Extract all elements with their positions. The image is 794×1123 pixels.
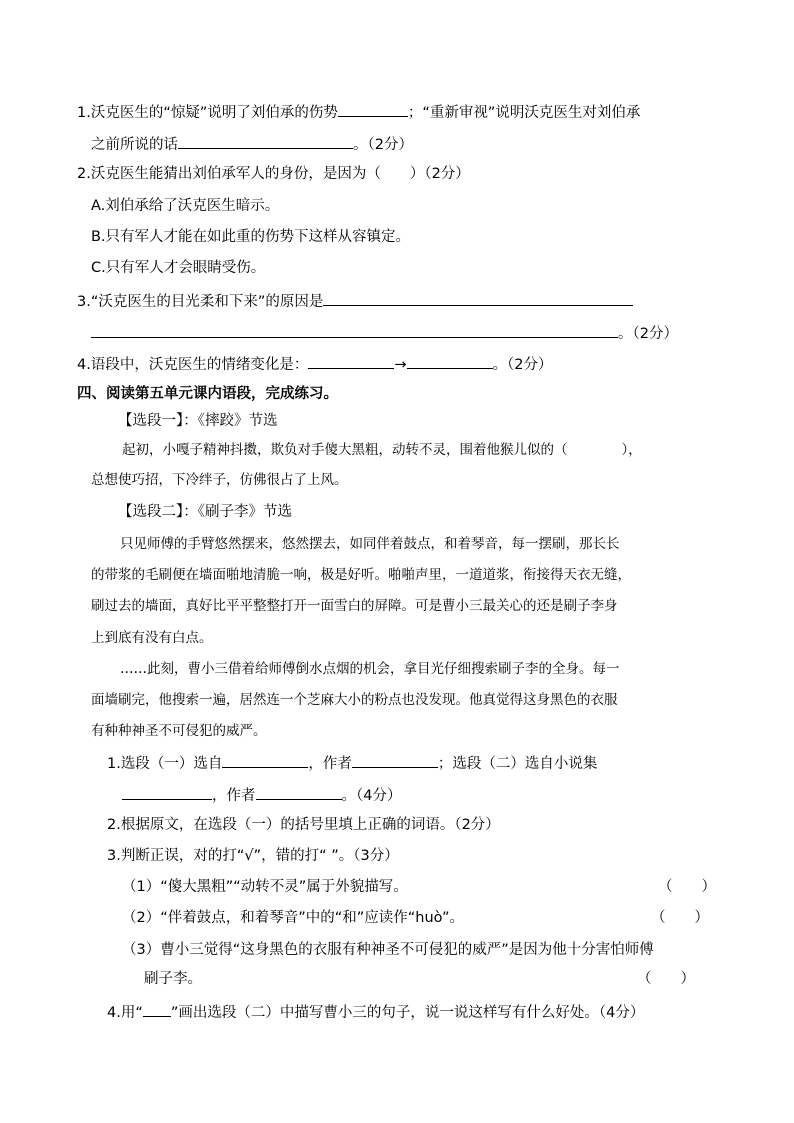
sub3-item3-answer[interactable]: （ ）: [637, 971, 695, 987]
selection2-para1-line4: 上到底有没有白点。: [91, 630, 213, 646]
sub3-item3-line1: （3）曹小三觉得“这身黑色的衣服有种神圣不可侵犯的威严”是因为他十分害怕师傅: [122, 942, 654, 958]
q1-blank-1[interactable]: [338, 101, 408, 117]
sub1-blank-4[interactable]: [256, 784, 342, 800]
q2-stem: 2.沃克医生能猜出刘伯承军人的身份，是因为（ ）（2分）: [77, 166, 470, 182]
sub1-text-c: ；选段（二）选自小说集: [437, 756, 598, 772]
selection1-line1: 起初，小嘎子精神抖擞，欺负对手傻大黑粗，动转不灵，围着他猴儿似的（ ），: [122, 442, 642, 458]
q2-option-b: B.只有军人才能在如此重的伤势下这样从容镇定。: [91, 229, 411, 245]
sub4-underline-sample: [143, 1001, 171, 1017]
q3-end: 。（2分）: [618, 326, 678, 342]
sub1-text-d: ，作者: [212, 788, 256, 804]
selection2-title: 【选段二】：《刷子李》节选: [118, 504, 292, 520]
sub3-item2: （2）“伴着鼓点，和着琴音”中的“和”应读作“huò”。: [122, 910, 465, 926]
selection1-title: 【选段一】：《摔跤》节选: [118, 413, 278, 429]
sub4-text-a: 4.用“: [107, 1005, 143, 1021]
q3-blank-1[interactable]: [323, 290, 633, 306]
selection2-para1-line1: 只见师傅的手臂悠然摆来，悠然摆去，如同伴着鼓点，和着琴音，每一摆刷，那长长: [120, 536, 620, 552]
selection2-para2-line1: ……此刻，曹小三借着给师傅倒水点烟的机会，拿目光仔细搜索刷子李的全身。每一: [120, 661, 620, 677]
sub1-blank-1[interactable]: [222, 752, 308, 768]
q3-text: 3.“沃克医生的目光柔和下来”的原因是: [77, 294, 324, 310]
selection2-para1-line2: 的带浆的毛刷便在墙面啪地清脆一响，极是好听。啪啪声里，一道道浆，衔接得天衣无缝，: [91, 567, 631, 583]
q2-option-c: C.只有军人才会眼睛受伤。: [91, 260, 266, 276]
sub2-text: 2.根据原文，在选段（一）的括号里填上正确的词语。（2分）: [107, 817, 500, 833]
q4-blank-1[interactable]: [308, 353, 394, 369]
q3-line1: [77, 290, 633, 312]
selection2-para2-line3: 有种种神圣不可侵犯的威严。: [91, 723, 267, 739]
q3-line2: [91, 322, 678, 344]
q2-option-a: A.刘伯承给了沃克医生暗示。: [91, 198, 280, 214]
sub3-item1: （1）“傻大黑粗”“动转不灵”属于外貌描写。: [122, 879, 408, 895]
q1-line2: [91, 133, 413, 155]
sub1-line1: [107, 752, 597, 774]
sub1-blank-2[interactable]: [352, 752, 438, 768]
selection1-line2: 总想使巧招，下冷绊子，仿佛很占了上风。: [91, 472, 348, 488]
sub3-stem: 3.判断正误，对的打“√”，错的打“ ”。（3分）: [107, 848, 399, 864]
sub1-blank-3[interactable]: [122, 784, 212, 800]
sub3-item1-answer[interactable]: （ ）: [658, 879, 716, 895]
q4-arrow: →: [394, 357, 407, 373]
q4-blank-2[interactable]: [407, 353, 493, 369]
q1-text-1: 1.沃克医生的“惊疑”说明了刘伯承的伤势: [77, 105, 338, 121]
sub4-line: [107, 1001, 644, 1023]
q3-blank-2[interactable]: [91, 322, 618, 338]
q1-line1: [77, 101, 640, 123]
sub1-text-e: 。（4分）: [341, 788, 402, 804]
selection2-para2-line2: 面墙刷完，他搜索一遍，居然连一个芝麻大小的粉点也没发现。他真觉得这身黑色的衣服: [91, 692, 618, 708]
q1-text-3: 之前所说的话: [91, 137, 178, 153]
q4-line: [77, 353, 552, 375]
q1-blank-2[interactable]: [178, 133, 353, 149]
q1-text-4: 。（2分）: [353, 137, 413, 153]
sub1-text-a: 1.选段（一）选自: [107, 756, 223, 772]
sub1-line2: [122, 784, 401, 806]
sub3-item2-answer[interactable]: （ ）: [651, 910, 709, 926]
q4-text: 4.语段中，沃克医生的情绪变化是：: [77, 357, 309, 373]
sub1-text-b: ，作者: [308, 756, 352, 772]
sub4-text-b: ”画出选段（二）中描写曹小三的句子，说一说这样写有什么好处。（4分）: [170, 1005, 645, 1021]
sub3-item3-line2: 刷子李。: [144, 971, 202, 987]
q1-text-2: ；“重新审视”说明沃克医生对刘伯承: [407, 105, 641, 121]
q4-end: 。（2分）: [492, 357, 553, 373]
section4-heading: 四、阅读第五单元课内语段，完成练习。: [77, 386, 338, 402]
selection2-para1-line3: 刷过去的墙面，真好比平平整整打开一面雪白的屏障。可是曹小三最关心的还是刷子李身: [91, 598, 618, 614]
